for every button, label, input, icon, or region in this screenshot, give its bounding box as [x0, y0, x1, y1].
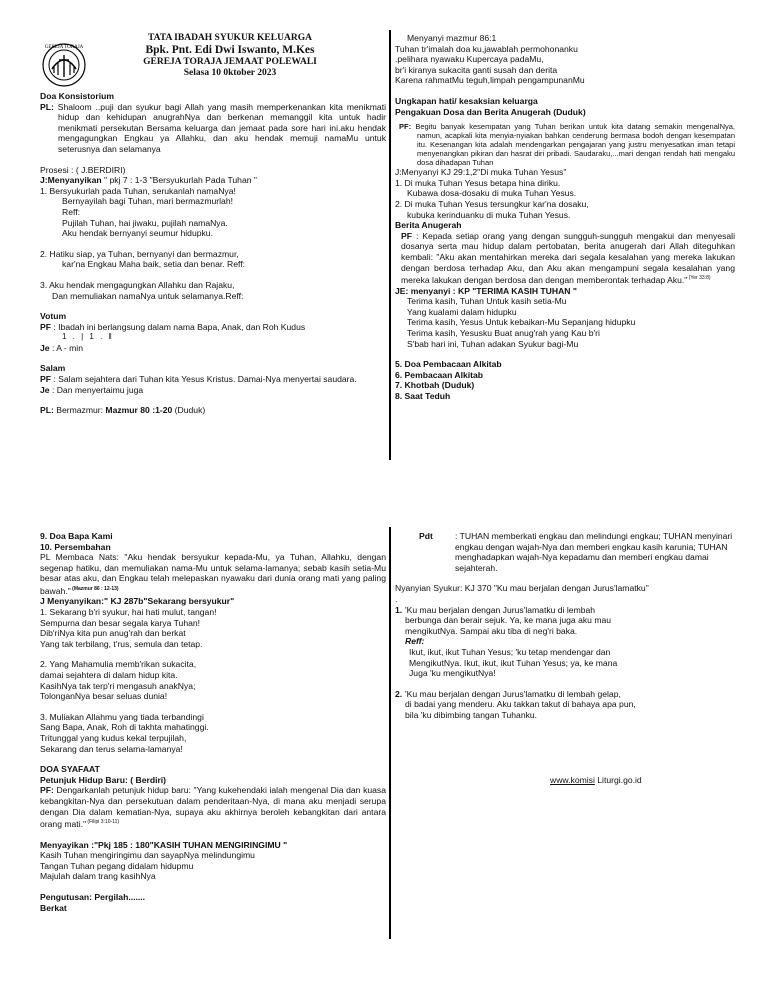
prosesi-line: Prosesi : ( J.BERDIRI) [40, 164, 126, 175]
persembahan-title: 10. Persembahan [40, 541, 111, 552]
list-item: 7. Khotbah (Duduk) [395, 380, 475, 391]
list-item: 6. Pembacaan Alkitab [395, 369, 484, 380]
order-list [395, 359, 735, 401]
pkj7-line: J:Menyanyikan " pkj 7 : 1-3 "Bersyukurlah Pada Tuhan " [40, 175, 257, 186]
column-divider-top [389, 30, 391, 460]
persembahan-text: PL Membaca Nats: "Aku hendak bersyukur kepada-Mu, ya Tuhan, Allahku, dengan segenap hatiku, dan memuliakan nama-Mu untuk selama-lamanya; sebab kasih setia-Mu besar atas aku, dan Engkau telah melepaskan nyawaku dari dunia orang mati yang paling bawah." $^{(Mazmur 86 : 12-13)}$ [40, 552, 386, 596]
votum-title: Votum [40, 311, 67, 322]
mazmur86-lyrics: Tuhan tr'imalah doa ku,jawablah permohonanku .pelihara nyawaku Kupercaya padaMu, br'i kiranya sukacita ganti susah dan derita Karena rahmatMu teguh,limpah pengampunanMu [395, 43, 585, 86]
kj287-verse-1: 1. Sekarang b'ri syukur, hai hati mulut, tangan! Sempurna dan besar segala karya Tuhan! Dib'riNya kita pun anug'rah dan berkat Yang tak terbilang, t'rus, semula dan tetap. [40, 607, 217, 649]
header [40, 33, 386, 91]
berkat-line: Berkat [40, 902, 67, 913]
petunjuk-text: PF: Dengarkanlah petunjuk hidup baru: "Yang kukehendaki ialah mengenal Dia dan kuasa kebangkitan-Nya dan persekutuan dalam penderitaan-Nya, di mana aku menjadi serupa dengan Dia dalam kematian-Nya, supaya aku akhirnya beroleh kebangkitan dari antara orang mati." $^{(Filipi 3:10-11)}$ [40, 785, 386, 829]
kj287-verse-2: 2. Yang Mahamulia memb'rikan sukacita, damai sejahtera di dalam hidup kita. KasihNya tak terp'ri mengasuh anakNya; TolonganNya besar seluas dunia! [40, 659, 197, 702]
salam-response: Je : Dan menyertaimu juga [40, 384, 144, 395]
header-text [100, 33, 360, 79]
header-church: GEREJA TORAJA JEMAAT POLEWALI [143, 57, 317, 67]
svg-text:GEREJA TORAJA: GEREJA TORAJA [44, 45, 84, 50]
kj287-verse-3: 3. Muliakan Allahmu yang tiada terbandingi Sang Bapa, Anak, Roh di takhta mahatinggi. Tritunggal yang kudus kekal terpujilah, Sekarang dan terus selama-lamanya! [40, 711, 209, 754]
salam-text: PF : Salam sejahtera dari Tuhan kita Yesus Kristus. Damai-Nya menyertai saudara. [40, 374, 357, 385]
kj29-verse-1: 1. Di muka Tuhan Yesus betapa hina diriku. Kubawa dosa-dosaku di muka Tuhan Yesus. [395, 177, 577, 199]
kj29-line: J:Menyanyi KJ 29:1,2"Di muka Tuhan Yesus" [395, 167, 567, 178]
dot: . [395, 593, 398, 604]
list-item: 5. Doa Pembacaan Alkitab [395, 359, 502, 370]
doa-bapa-title: 9. Doa Bapa Kami [40, 531, 113, 541]
doa-syafaat-title: DOA SYAFAAT [40, 764, 100, 775]
berita-anugerah-title: Berita Anugerah [395, 220, 462, 231]
salam-title: Salam [40, 363, 66, 374]
terima-kasih-lyrics: Terima kasih, Tuhan Untuk kasih setia-Mu Yang kualami dalam hidupku Terima kasih, Yesus Untuk kebaikan-Mu Sepanjang hidupku Terima kasih, Yesusku Buat anug'rah yang Kau b'ri S'bab hari ini, Tuhan adakan Syukur bagi-Mu [407, 296, 636, 349]
kj370-verse-1: 1. 'Ku mau berjalan dengan Jurus'lamatku di lembah berbunga dan berair sejuk. Ya, ke mana juga aku mau mengikutNya. Sampai aku tiba di neg'ri baka. Reff: Ikut, ikut, ikut Tuhan Yesus; 'ku tetap mendengar dan MengikutNya. Ikut, ikut, ikut Tuhan Yesus; ya, ke mana Juga 'ku mengikutNya! [395, 604, 618, 679]
berita-anugerah-text: PF : Kepada setiap orang yang dengan sungguh-sungguh mengakui dan menyesali dosanya serta mau hidup dalam pertobatan, berita anugerah dari Allah diteguhkan kembali: "Aku akan mentahirkan mereka dari segala kesalahan yang mereka lakukan dengan berdosa terhadap Aku, dan Aku akan mengampuni segala kesalahan yang mereka lakukan dengan berdosa dan dengan memberontak terhadap Aku." $^{(Yer 33:8)}$ [401, 230, 735, 285]
page-top-left [40, 33, 386, 445]
pkj7-verse-1: 1. Bersyukurlah pada Tuhan, serukanlah namaNya! Bernyayilah bagi Tuhan, mari bermazmurlah! Reff: Pujilah Tuhan, hai jiwaku, pujilah namaNya. Aku hendak bernyanyi seumur hidupku. [40, 185, 236, 239]
header-family-name: Bpk. Pnt. Edi Dwi Iswanto, M.Kes [145, 44, 315, 56]
kj287-line: J Menyanyikan:" KJ 287b"Sekarang bersyukur" [40, 596, 235, 607]
pkj185-lyrics: Kasih Tuhan mengiringimu dan sayapNya melindungimu Tangan Tuhan pegang didalam hidupmu Majulah dalam trang kasihNya [40, 850, 255, 882]
kj370-title: Nyanyian Syukur: KJ 370 "Ku mau berjalan dengan Jurus'lamatku" [395, 583, 649, 594]
page-bottom-right [395, 531, 735, 791]
konsistorium-title: Doa Konsistorium [40, 91, 115, 101]
pengakuan-title: Pengakuan Dosa dan Berita Anugerah (Duduk) [395, 106, 586, 117]
page-bottom-left [40, 531, 386, 941]
benediction: Pdt : TUHAN memberkati engkau dan melindungi engkau; TUHAN menyinari engkau dengan wajah-Nya dan memberi engkau kasih karunia; TUHAN menghadapkan wajah-Nya kepadamu dan memberi engkau damai sejahterah. [419, 531, 733, 573]
list-item: 8. Saat Teduh [395, 390, 451, 401]
ungkapan-title: Ungkapan hati/ kesaksian keluarga [395, 95, 538, 106]
pengakuan-text: PF: Begitu banyak kesempatan yang Tuhan berikan untuk kita datang semakin mengenalNya, namun, acapkali kita menyia-nyiakan bahkan cenderung bermasa bodoh dengan kesempatan itu. Kesenangan kita adalah mendengarkan pengajaran yang justru menyesatkan iman tetapi menyenangkan pikiran dan hasrat diri pribadi. Saudaraku,...mari dengan rendah hati mengaku dosa dihadapan Tuhan [399, 122, 735, 168]
column-divider-bottom [389, 527, 391, 939]
pengutusan-line: Pengutusan: Pergilah....... [40, 891, 146, 902]
mazmur-reading: PL: Bermazmur: Mazmur 80 :1-20 (Duduk) [40, 405, 206, 416]
amin-line: Je : A - min [40, 342, 83, 353]
pkj7-verse-3: 3. Aku hendak mengagungkan Allahku dan Rajaku, Dan memuliakan namaNya untuk selamanya.Reff: [40, 279, 244, 301]
kj29-verse-2: 2. Di muka Tuhan Yesus tersungkur kar'na dosaku, kubuka kerinduanku di muka Tuhan Yesus. [395, 198, 589, 220]
page-top-right [395, 33, 735, 453]
source-link[interactable]: www.komisi Liturgi.go.id [550, 775, 642, 785]
header-date: Selasa 10 0ktober 2023 [183, 68, 277, 78]
gereja-toraja-logo-icon [40, 39, 100, 89]
music-notes: 1 . | 1 . ‖ [62, 332, 114, 342]
mazmur86-title: Menyanyi mazmur 86:1 [407, 33, 497, 43]
konsistorium-text: PL: Shaloom ..puji dan syukur bagi Allah yang masih memperkenankan kita menikmati hidup dan kehidupan anugrahNya dan berkenan memanggil kita untuk hadir menikmati persekutan Bersama keluarga dan jemaat pada sore hari ini.aku hendak mengagungkan Engkau ya Allahku, dan aku hendak memuji namaMu untuk seterusnya dan selamanya [40, 101, 386, 154]
votum-text: PF : Ibadah ini berlangsung dalam nama Bapa, Anak, dan Roh Kudus [40, 321, 306, 332]
terima-kasih-title: JE: menyanyi : KP "TERIMA KASIH TUHAN " [395, 285, 577, 296]
petunjuk-title: Petunjuk Hidup Baru: ( Berdiri) [40, 774, 167, 785]
pkj7-verse-2: 2. Hatiku siap, ya Tuhan, bernyanyi dan bermazmur, kar'na Engkau Maha baik, setia dan benar. Reff: [40, 248, 246, 270]
header-title: TATA IBADAH SYUKUR KELUARGA [148, 33, 312, 43]
kj370-verse-2: 2. 'Ku mau berjalan dengan Jurus'lamatku di lembah gelap, di badai yang menderu. Aku takkan takut di bahaya apa pun, bila 'ku dibimbing tangan Tuhanku. [395, 688, 636, 720]
pkj185-title: Menyayikan :"Pkj 185 : 180"KASIH TUHAN MENGIRINGIMU " [40, 839, 288, 850]
